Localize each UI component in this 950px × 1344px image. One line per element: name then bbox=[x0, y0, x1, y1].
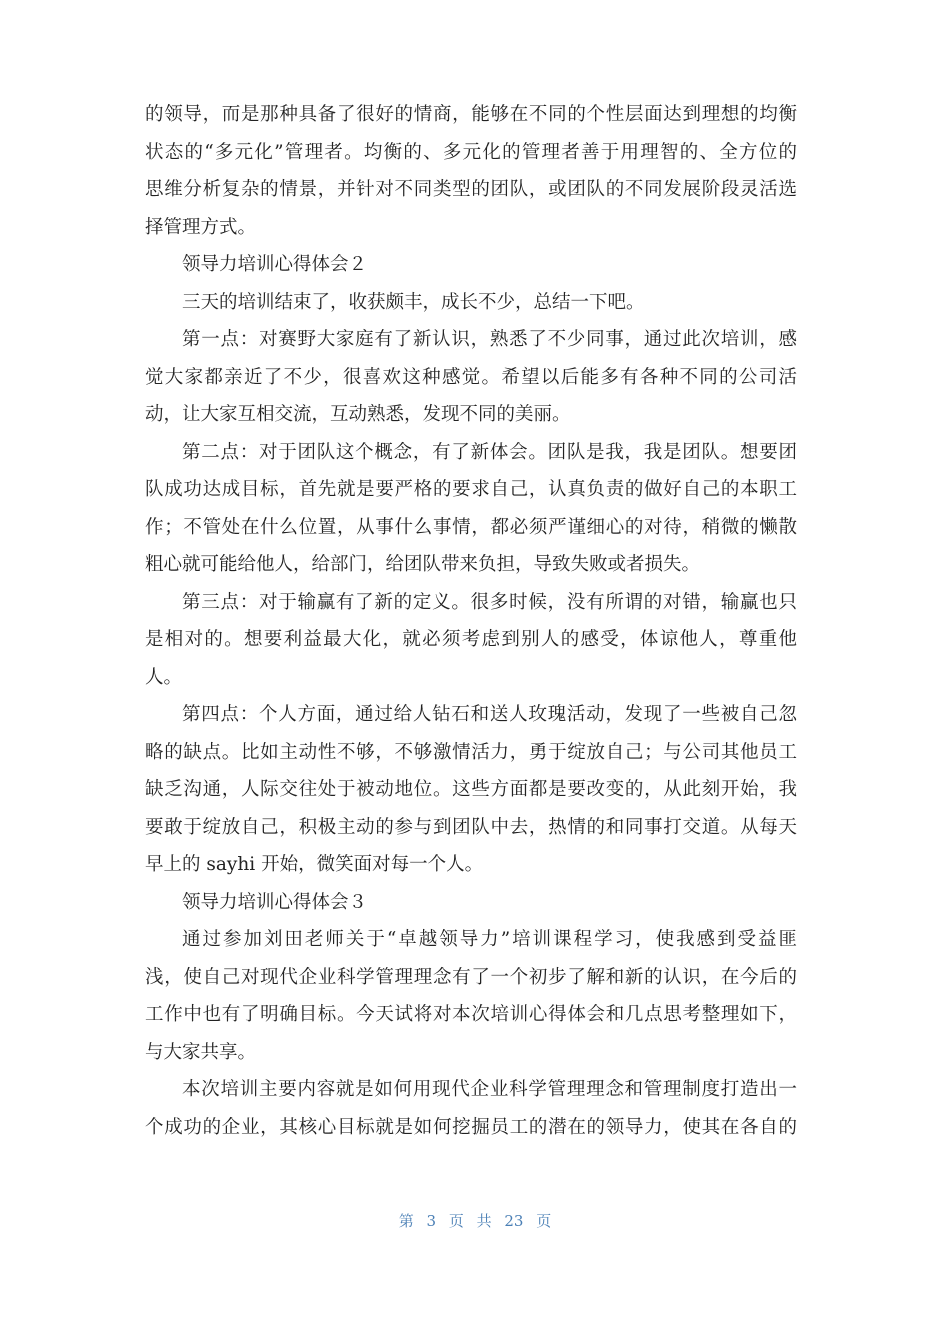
text-line: 第四点：个人方面，通过给人钻石和送人玫瑰活动，发现了一些被自己忽 bbox=[182, 704, 797, 725]
text-line: 通过参加刘田老师关于“卓越领导力”培训课程学习，使我感到受益匪 bbox=[182, 929, 797, 950]
text-line: 缺乏沟通，人际交往处于被动地位。这些方面都是要改变的，从此刻开始，我 bbox=[145, 779, 797, 800]
section-heading: 领导力培训心得体会２ bbox=[182, 254, 368, 275]
text-line: 人。 bbox=[145, 666, 183, 688]
text-line: 本次培训主要内容就是如何用现代企业科学管理理念和管理制度打造出一 bbox=[182, 1079, 797, 1100]
text-line: 要敢于绽放自己，积极主动的参与到团队中去，热情的和同事打交道。从每天 bbox=[145, 816, 797, 838]
text-line: 状态的“多元化”管理者。均衡的、多元化的管理者善于用理智的、全方位的 bbox=[145, 141, 797, 163]
text-line: 浅，使自己对现代企业科学管理理念有了一个初步了解和新的认识，在今后的 bbox=[145, 966, 797, 988]
document-body bbox=[145, 96, 797, 1146]
text-line: 粗心就可能给他人，给部门，给团队带来负担，导致失败或者损失。 bbox=[145, 554, 701, 575]
text-line: 择管理方式。 bbox=[145, 216, 257, 238]
text-line: 觉大家都亲近了不少，很喜欢这种感觉。希望以后能多有各种不同的公司活 bbox=[145, 366, 797, 388]
text-line: 略的缺点。比如主动性不够，不够激情活力，勇于绽放自己；与公司其他员工 bbox=[145, 741, 797, 763]
text-line: 早上的 sayhi 开始，微笑面对每一个人。 bbox=[145, 854, 484, 875]
text-line: 第一点：对赛野大家庭有了新认识，熟悉了不少同事，通过此次培训，感 bbox=[182, 329, 797, 350]
text-line: 三天的培训结束了，收获颇丰，成长不少，总结一下吧。 bbox=[182, 291, 645, 313]
text-line: 队成功达成目标，首先就是要严格的要求自己，认真负责的做好自己的本职工 bbox=[145, 479, 797, 500]
text-line: 第二点：对于团队这个概念，有了新体会。团队是我，我是团队。想要团 bbox=[182, 441, 797, 463]
text-line: 与大家共享。 bbox=[145, 1041, 257, 1063]
text-line: 作；不管处在什么位置，从事什么事情，都必须严谨细心的对待，稍微的懒散 bbox=[145, 516, 797, 538]
text-line: 动，让大家互相交流，互动熟悉，发现不同的美丽。 bbox=[145, 404, 571, 425]
text-line: 思维分析复杂的情景，并针对不同类型的团队，或团队的不同发展阶段灵活选 bbox=[145, 179, 797, 200]
text-line: 的领导，而是那种具备了很好的情商，能够在不同的个性层面达到理想的均衡 bbox=[145, 104, 797, 125]
text-line: 是相对的。想要利益最大化，就必须考虑到别人的感受，体谅他人，尊重他 bbox=[145, 629, 797, 650]
text-line: 第三点：对于输赢有了新的定义。很多时候，没有所谓的对错，输赢也只 bbox=[182, 591, 797, 613]
text-line: 个成功的企业，其核心目标就是如何挖掘员工的潜在的领导力，使其在各自的 bbox=[145, 1116, 797, 1138]
text-line: 工作中也有了明确目标。今天试将对本次培训心得体会和几点思考整理如下， bbox=[145, 1004, 797, 1025]
page-number-footer: 第 3 页 共 23 页 bbox=[398, 1212, 552, 1230]
section-heading: 领导力培训心得体会３ bbox=[182, 891, 368, 913]
